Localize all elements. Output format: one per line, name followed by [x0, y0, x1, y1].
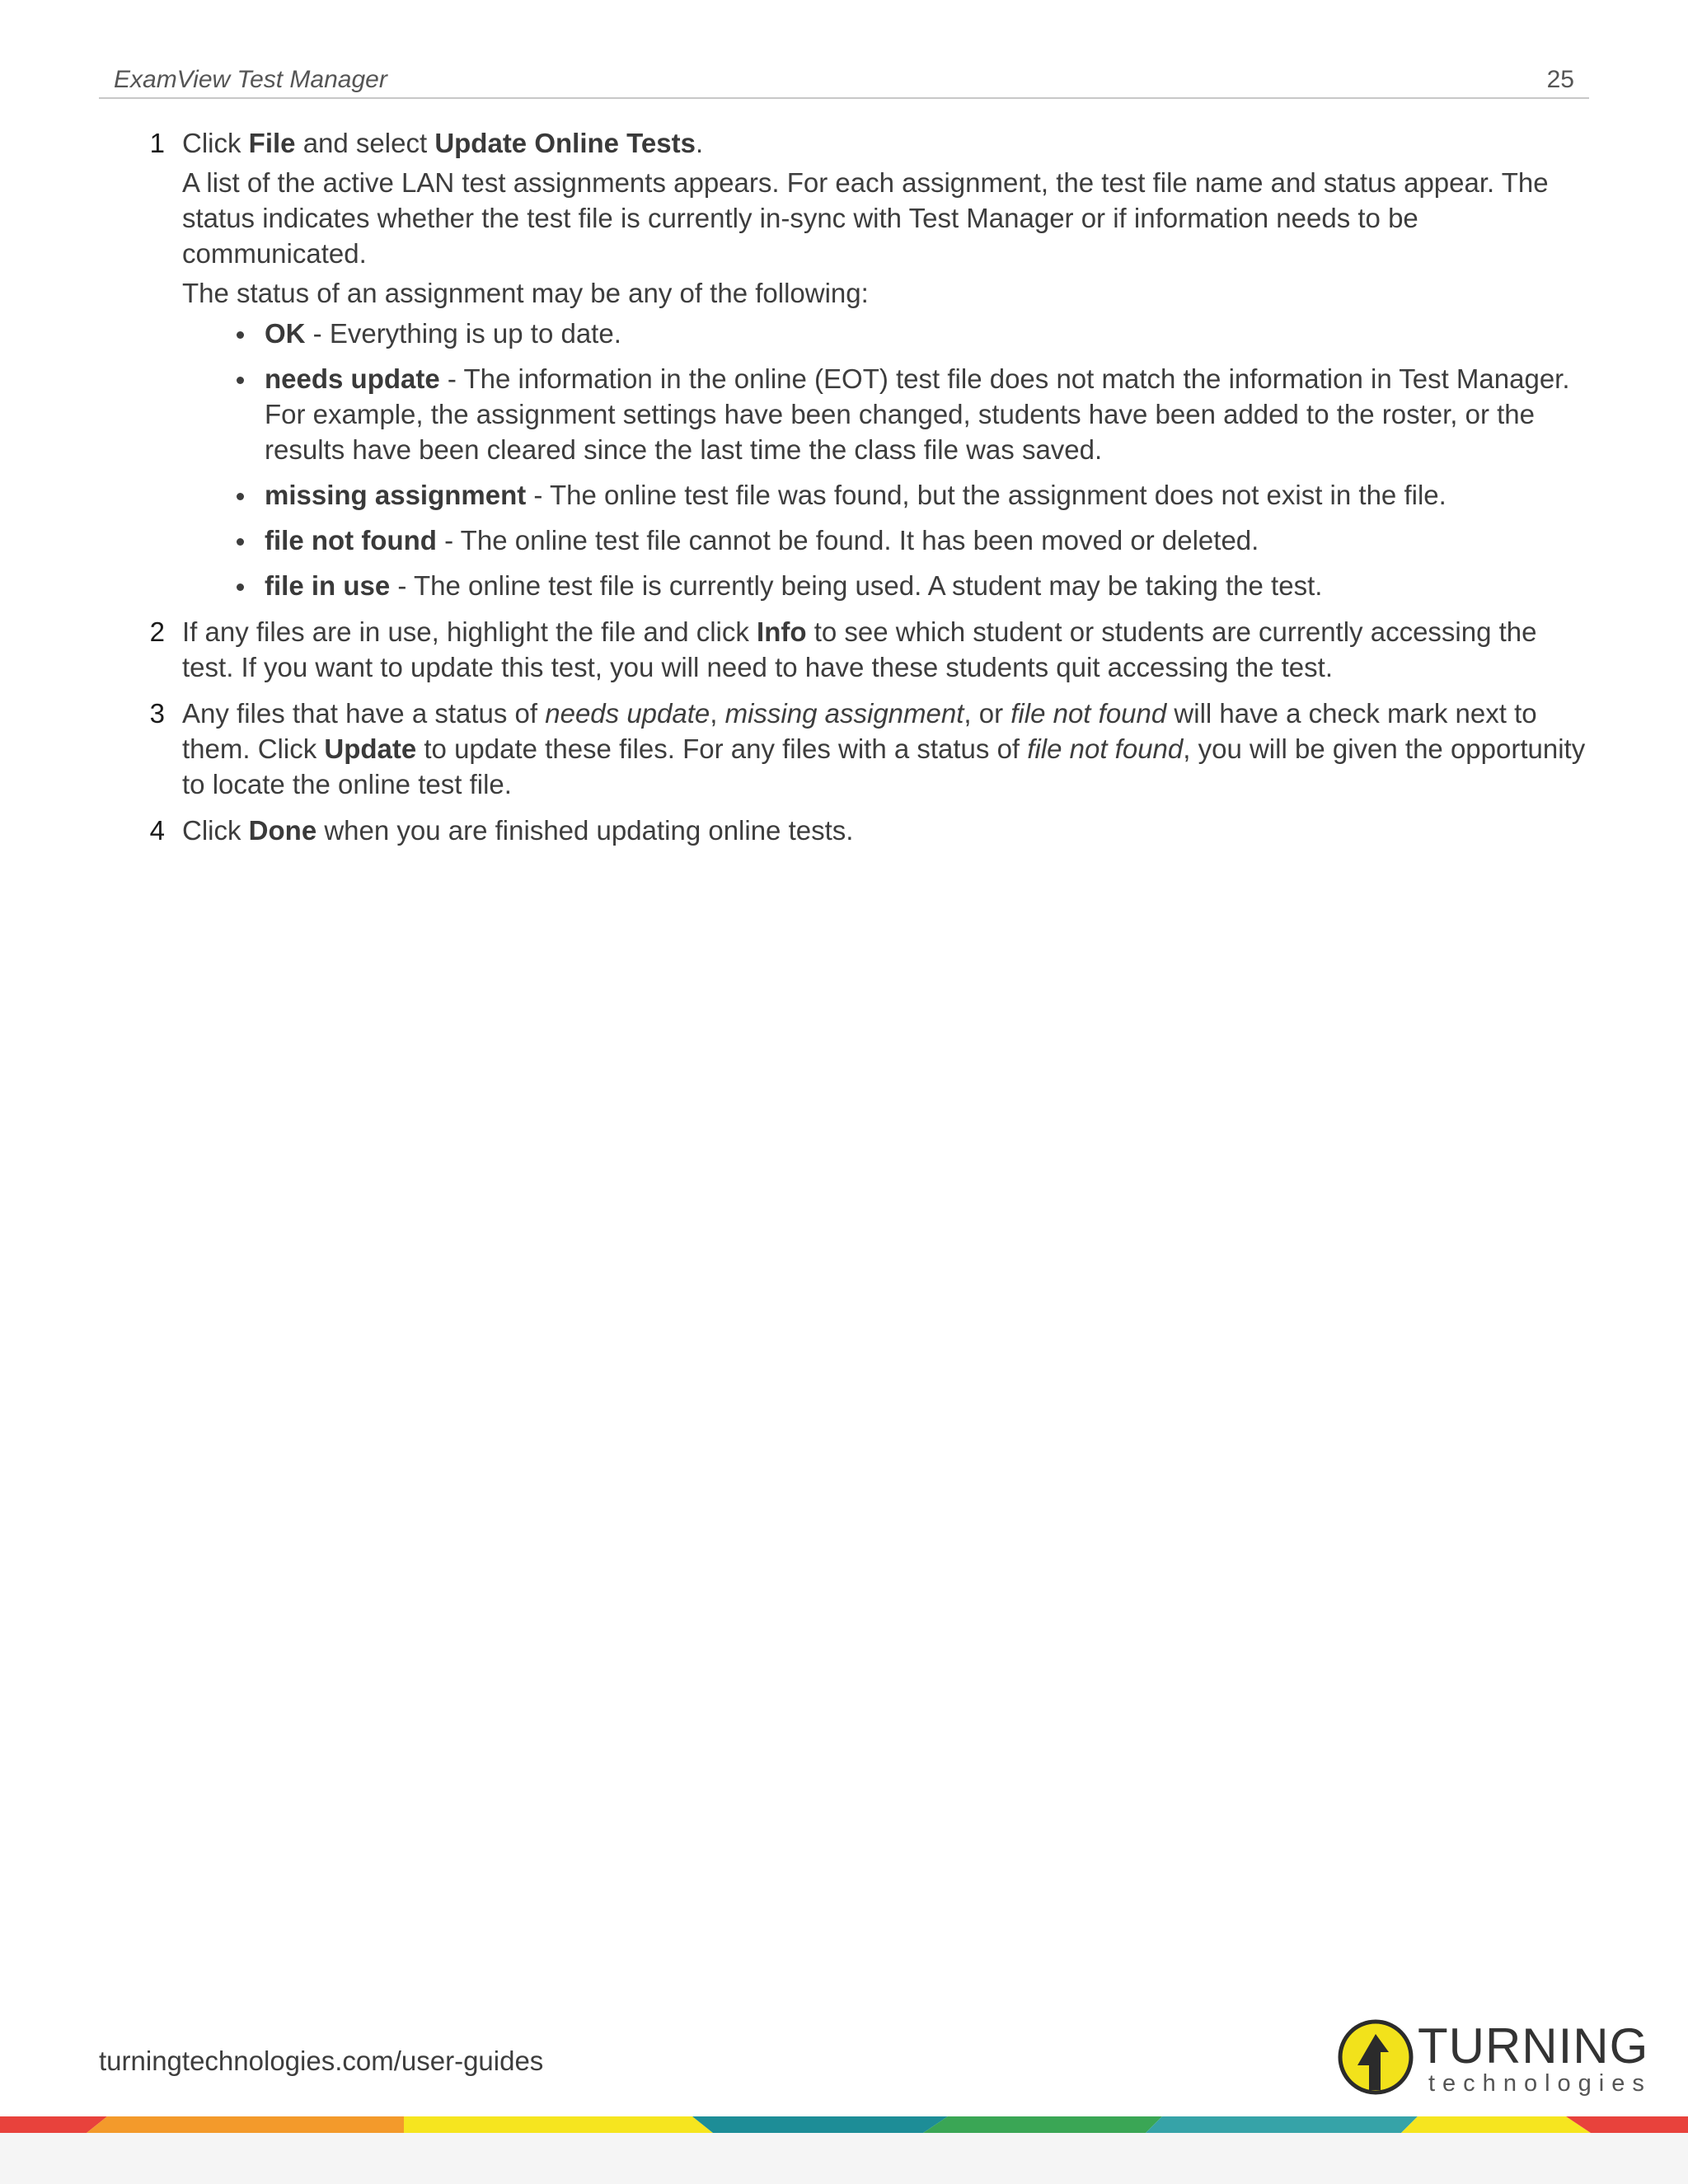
bullet-icon — [237, 331, 244, 339]
step-text: If any files are in use, highlight the file and click Info to see which student or students are currently accessing the test. If you want to update this test, you will need to have these students quit accessing the test. — [182, 616, 1537, 682]
page-number: 25 — [1546, 66, 1574, 93]
menu-update-online-tests-label: Update Online Tests — [434, 128, 696, 158]
bullet-icon — [237, 493, 244, 500]
logo-subtitle: technologies — [1428, 2070, 1652, 2097]
step-description: A list of the active LAN test assignments appears. For each assignment, the test file name and status appear. The status indicates whether the test file is currently in-sync with Test Manager or if information needs to be communicated. — [182, 167, 1549, 269]
status-list — [182, 316, 1591, 603]
footer-url-link[interactable]: turningtechnologies.com/user-guides — [99, 2046, 544, 2076]
status-desc: - Everything is up to date. — [305, 318, 621, 349]
info-button-label: Info — [757, 616, 807, 647]
status-intro: The status of an assignment may be any of the following: — [182, 278, 869, 308]
done-button-label: Done — [248, 815, 317, 846]
turning-arrow-logo-icon — [1338, 2019, 1414, 2095]
step-number: 3 — [149, 698, 165, 729]
list-item — [265, 316, 1591, 351]
status-term: file in use — [265, 570, 391, 601]
status-term: file not found — [265, 525, 437, 555]
status-desc: - The information in the online (EOT) test file does not match the information in Test Manager. For example, the assignment settings have been changed, students have been added to the roster, or the results have been cleared since the last time the class file was saved. — [265, 363, 1570, 465]
status-term: OK — [265, 318, 306, 349]
status-term: needs update — [265, 363, 440, 394]
status-desc: - The online test file was found, but the assignment does not exist in the file. — [526, 480, 1447, 510]
footer-color-stripe — [0, 2110, 1688, 2184]
page-header — [99, 59, 1589, 99]
list-item — [265, 477, 1591, 513]
status-term: missing assignment — [265, 480, 527, 510]
update-button-label: Update — [324, 733, 417, 764]
step-2 — [140, 614, 1591, 685]
step-number: 1 — [149, 128, 165, 158]
instructions — [140, 125, 1591, 859]
step-number: 2 — [149, 616, 165, 647]
step-number: 4 — [149, 815, 165, 846]
status-desc: - The online test file is currently being used. A student may be taking the test. — [390, 570, 1323, 601]
bullet-icon — [237, 583, 244, 591]
step-text: Click Done when you are finished updating online tests. — [182, 815, 854, 846]
bullet-icon — [237, 377, 244, 384]
step-4 — [140, 813, 1591, 848]
logo-wordmark: TURNING — [1418, 2018, 1649, 2074]
document-title: ExamView Test Manager — [114, 66, 387, 93]
step-text: Click File and select Update Online Tests. — [182, 128, 704, 158]
list-item — [265, 568, 1591, 603]
menu-file-label: File — [248, 128, 296, 158]
list-item — [265, 361, 1591, 467]
list-item — [265, 523, 1591, 558]
turning-technologies-logo — [1335, 2015, 1652, 2102]
bullet-icon — [237, 538, 244, 546]
status-desc: - The online test file cannot be found. It has been moved or deleted. — [436, 525, 1259, 555]
step-text: Any files that have a status of needs update, missing assignment, or file not found will have a check mark next to them. Click Update to update these files. For any files with a status of file not found, you will be given the opportunity to locate the online test file. — [182, 698, 1586, 799]
step-1 — [140, 125, 1591, 603]
step-3 — [140, 696, 1591, 802]
